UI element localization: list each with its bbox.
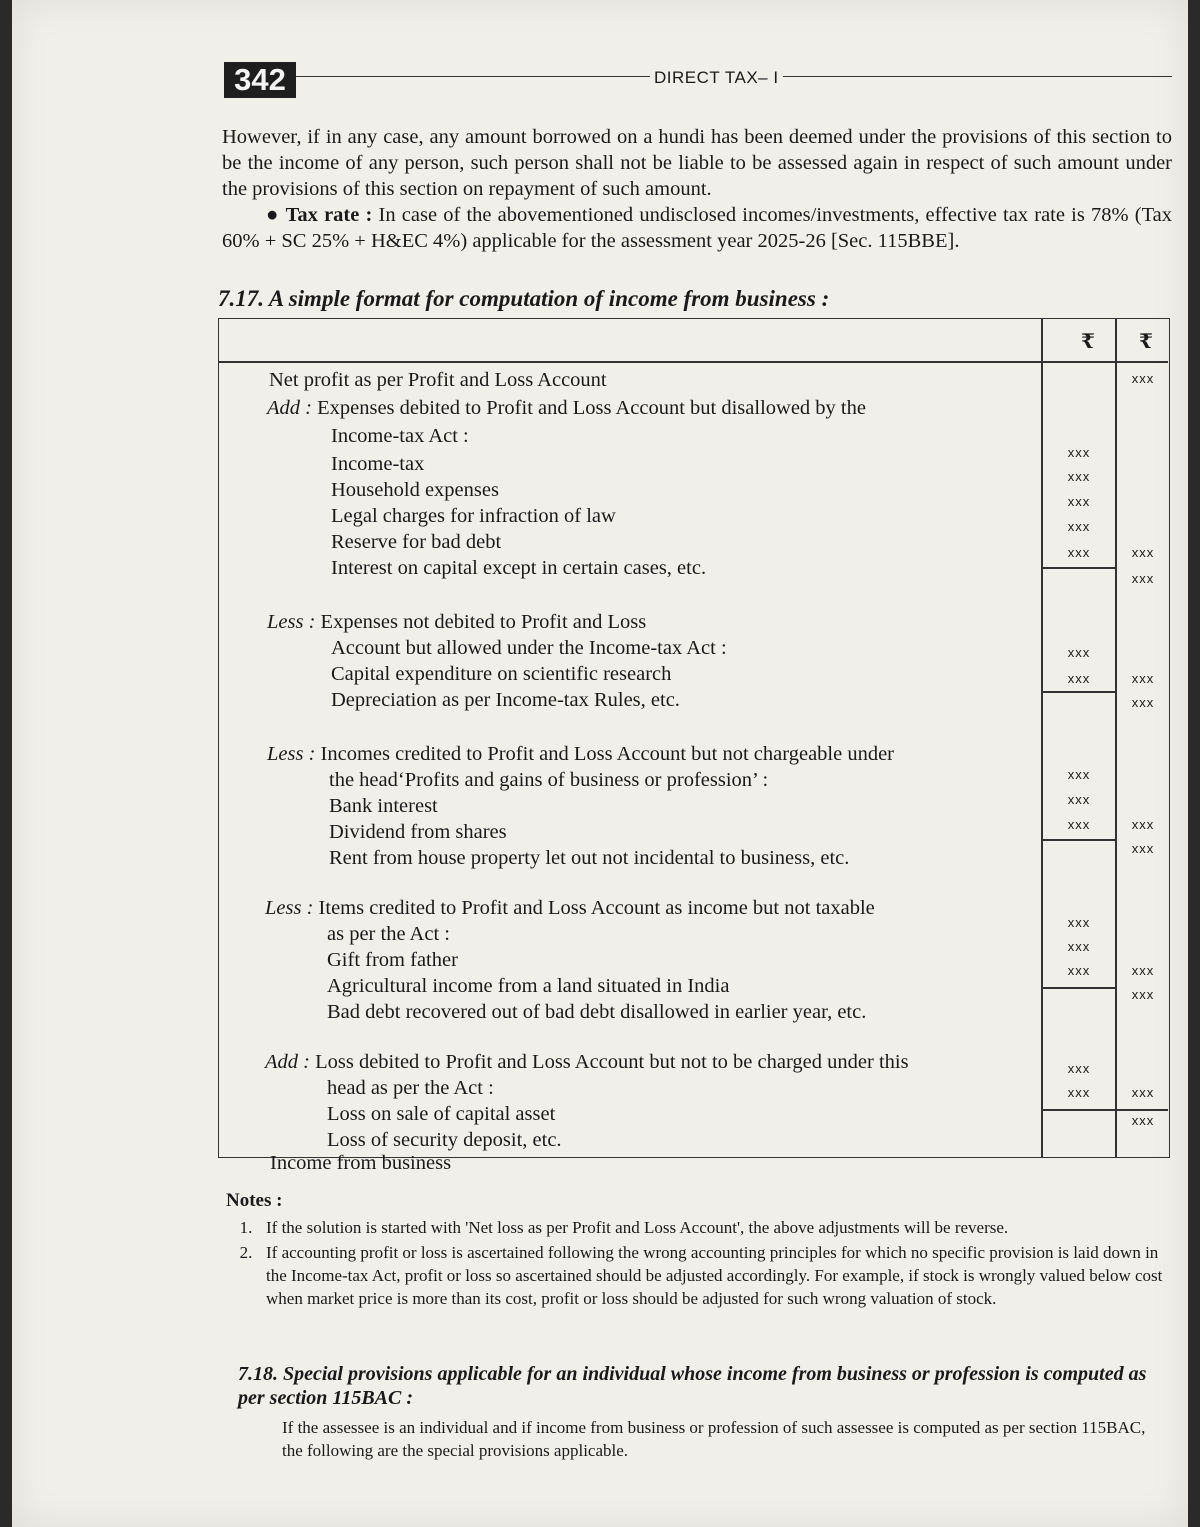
amount-placeholder: xxx bbox=[1067, 915, 1091, 930]
amount-placeholder: xxx bbox=[1131, 963, 1155, 978]
line-item: Loss of security deposit, etc. bbox=[327, 1129, 562, 1151]
line-text-cont: Account but allowed under the Income-tax Act : bbox=[331, 637, 727, 659]
line-item: Rent from house property let out not incidental to business, etc. bbox=[329, 847, 850, 869]
subtotal-rule bbox=[1041, 839, 1116, 841]
line-text: Expenses debited to Profit and Loss Account but disallowed by the bbox=[317, 397, 866, 419]
page-header bbox=[224, 62, 1172, 98]
line-item: Interest on capital except in certain cases, etc. bbox=[331, 557, 707, 579]
amount-placeholder: xxx bbox=[1067, 963, 1091, 978]
section-heading-7-17: 7.17. A simple format for computation of income from business : bbox=[218, 286, 830, 311]
amount-placeholder: xxx bbox=[1067, 545, 1091, 560]
line-less-not-taxable bbox=[265, 895, 875, 921]
section-heading-7-18: 7.18. Special provisions applicable for an individual whose income from business or profession is computed as per section 115BAC : bbox=[238, 1363, 1147, 1409]
line-item: Household expenses bbox=[331, 479, 499, 501]
line-item: Legal charges for infraction of law bbox=[331, 505, 616, 527]
line-item: Capital expenditure on scientific research bbox=[331, 663, 672, 685]
line-label: Add : bbox=[267, 397, 312, 419]
line-less-not-debited bbox=[267, 609, 646, 635]
line-label: Add : bbox=[265, 1051, 310, 1073]
line-label: Less : bbox=[265, 897, 314, 919]
note-item bbox=[226, 1216, 1166, 1239]
line-item: Dividend from shares bbox=[329, 821, 507, 843]
line-less-not-chargeable bbox=[267, 741, 894, 767]
line-label: Less : bbox=[267, 611, 316, 633]
amount-placeholder: xxx bbox=[1067, 494, 1091, 509]
amount-placeholder: xxx bbox=[1131, 817, 1155, 832]
computation-table bbox=[218, 318, 1170, 1158]
line-text-cont: the head‘Profits and gains of business or profession’ : bbox=[329, 769, 769, 791]
line-net-profit: Net profit as per Profit and Loss Account bbox=[269, 369, 607, 391]
tax-rate-paragraph bbox=[222, 202, 1172, 254]
amount-placeholder: xxx bbox=[1131, 1113, 1155, 1128]
line-text-cont: as per the Act : bbox=[327, 923, 450, 945]
note-number: 2. bbox=[239, 1243, 253, 1262]
note-text: If accounting profit or loss is ascertained following the wrong accounting principles for which no specific provision is laid down in the Income-tax Act, profit or loss so ascertained should be adjusted accordingly. For example, if stock is wrongly valued below cost when market price is more than its cost, profit or loss should be adjusted for such wrong valuation of stock. bbox=[266, 1243, 1163, 1308]
amount-placeholder: xxx bbox=[1067, 469, 1091, 484]
amount-placeholder: xxx bbox=[1131, 545, 1155, 560]
amount-placeholder: xxx bbox=[1131, 1085, 1155, 1100]
line-item: Bad debt recovered out of bad debt disallowed in earlier year, etc. bbox=[327, 1001, 867, 1023]
page-number: 342 bbox=[224, 62, 296, 98]
running-head: DIRECT TAX– I bbox=[650, 68, 783, 88]
notes-title: Notes : bbox=[226, 1190, 283, 1211]
column-divider-2 bbox=[1115, 319, 1117, 1157]
line-item: Loss on sale of capital asset bbox=[327, 1103, 556, 1125]
amount-placeholder: xxx bbox=[1131, 371, 1155, 386]
amount-placeholder: xxx bbox=[1131, 695, 1155, 710]
note-item bbox=[226, 1241, 1166, 1310]
amount-placeholder: xxx bbox=[1131, 571, 1155, 586]
amount-placeholder: xxx bbox=[1067, 792, 1091, 807]
line-text: Loss debited to Profit and Loss Account but not to be charged under this bbox=[315, 1051, 909, 1073]
line-label: Less : bbox=[267, 743, 316, 765]
column-divider-1 bbox=[1041, 319, 1043, 1157]
amount-placeholder: xxx bbox=[1067, 645, 1091, 660]
tax-rate-label: Tax rate : bbox=[285, 204, 373, 226]
line-item: Agricultural income from a land situated in India bbox=[327, 975, 730, 997]
amount-placeholder: xxx bbox=[1067, 445, 1091, 460]
line-item: Bank interest bbox=[329, 795, 438, 817]
amount-placeholder: xxx bbox=[1067, 671, 1091, 686]
line-item: Gift from father bbox=[327, 949, 458, 971]
note-number: 1. bbox=[239, 1218, 253, 1237]
amount-placeholder: xxx bbox=[1067, 1085, 1091, 1100]
subtotal-rule bbox=[1041, 691, 1116, 693]
bullet-icon: ● bbox=[266, 204, 280, 226]
line-text: Items credited to Profit and Loss Account as income but not taxable bbox=[318, 897, 875, 919]
subtotal-rule bbox=[1041, 987, 1116, 989]
note-text: If the solution is started with 'Net loss as per Profit and Loss Account', the above adjustments will be reverse. bbox=[266, 1218, 1009, 1237]
book-page bbox=[12, 0, 1188, 1527]
amount-placeholder: xxx bbox=[1067, 767, 1091, 782]
line-text-cont: head as per the Act : bbox=[327, 1077, 494, 1099]
amount-placeholder: xxx bbox=[1131, 987, 1155, 1002]
rupee-column-head: ₹ bbox=[1139, 331, 1153, 353]
amount-placeholder: xxx bbox=[1131, 841, 1155, 856]
line-add-disallowed bbox=[267, 395, 866, 421]
amount-placeholder: xxx bbox=[1131, 671, 1155, 686]
line-item: Income-tax bbox=[331, 453, 425, 475]
line-add-loss bbox=[265, 1049, 909, 1075]
intro-paragraph: However, if in any case, any amount borrowed on a hundi has been deemed under the provisions of this section to be the income of any person, such person shall not be liable to be assessed again in respect of such amount under the provisions of this section on repayment of such amount. bbox=[222, 126, 1172, 200]
line-income-from-business: Income from business bbox=[270, 1152, 452, 1174]
amount-placeholder: xxx bbox=[1067, 519, 1091, 534]
rupee-column-head: ₹ bbox=[1081, 331, 1095, 353]
section-7-18-body: If the assessee is an individual and if income from business or profession of such assessee is computed as per section 115BAC, the following are the special provisions applicable. bbox=[282, 1418, 1146, 1460]
header-row-border bbox=[219, 361, 1168, 363]
line-text: Incomes credited to Profit and Loss Account but not chargeable under bbox=[320, 743, 895, 765]
subtotal-rule bbox=[1041, 567, 1116, 569]
amount-placeholder: xxx bbox=[1067, 817, 1091, 832]
line-text-cont: Income-tax Act : bbox=[331, 425, 469, 447]
amount-placeholder: xxx bbox=[1067, 939, 1091, 954]
tax-rate-text: In case of the abovementioned undisclosed incomes/investments, effective tax rate is 78% (Tax 60% + SC 25% + H&EC 4%) applicable for the assessment year 2025-26 [Sec. 115BBE]. bbox=[222, 204, 1173, 252]
line-item: Reserve for bad debt bbox=[331, 531, 502, 553]
subtotal-rule bbox=[1041, 1109, 1168, 1111]
amount-placeholder: xxx bbox=[1067, 1061, 1091, 1076]
notes-block bbox=[226, 1190, 1166, 1312]
line-item: Depreciation as per Income-tax Rules, etc. bbox=[331, 689, 680, 711]
line-text: Expenses not debited to Profit and Loss bbox=[320, 611, 647, 633]
